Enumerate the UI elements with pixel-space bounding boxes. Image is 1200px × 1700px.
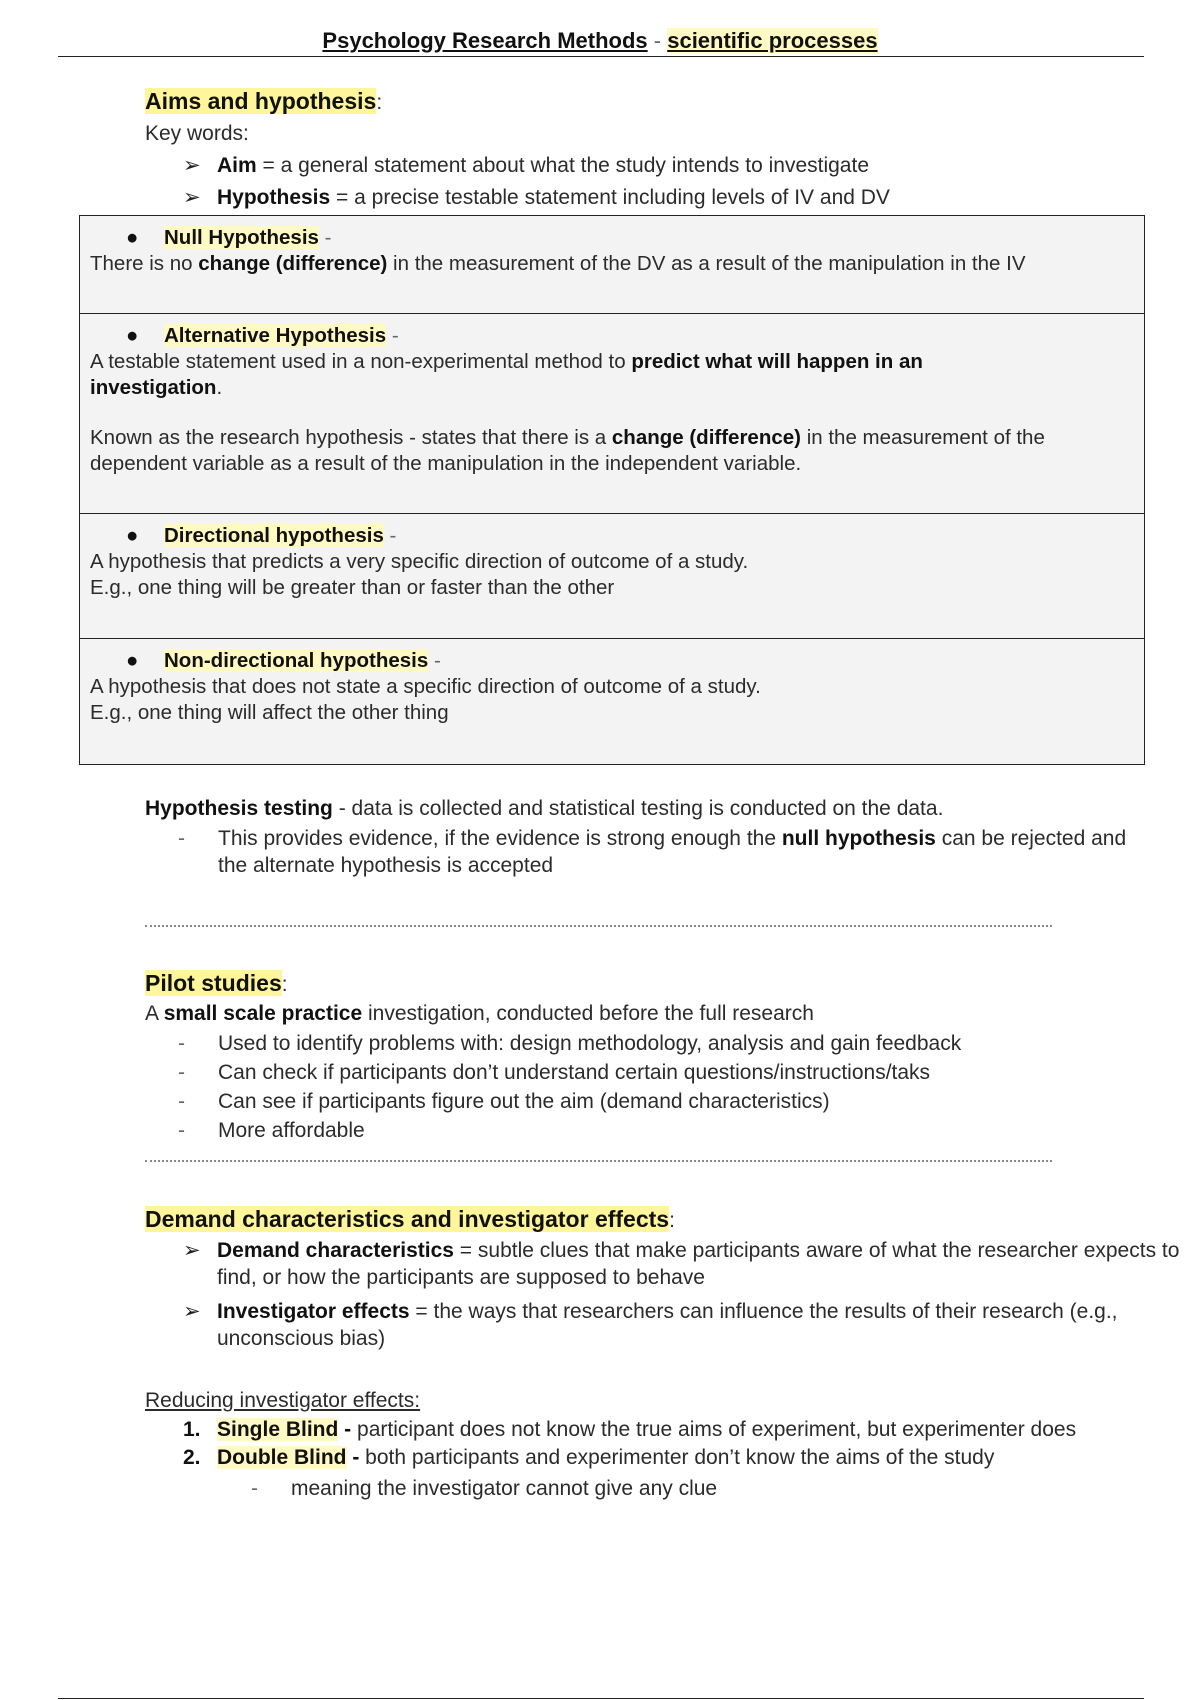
null-hypothesis-text: There is no change (difference) in the measurement of the DV as a result of the manipulation in the IV: [90, 251, 1026, 275]
pilot-heading: Pilot studies: [145, 970, 282, 996]
non-directional-hypothesis-cell: [80, 639, 1145, 765]
null-hypothesis-cell: [80, 216, 1145, 314]
key-words-label: Key words:: [145, 122, 249, 145]
sub-list-item: - meaning the investigator cannot give any clue: [291, 1476, 1091, 1502]
table-row: [80, 639, 1145, 765]
footer-divider: [58, 1698, 1144, 1699]
section-divider: [145, 1160, 1052, 1162]
list-item: - More affordable: [218, 1116, 1138, 1145]
page-title-main: Psychology Research Methods: [322, 28, 648, 53]
non-directional-hypothesis-text: A hypothesis that does not state a specific direction of outcome of a study.: [90, 674, 761, 698]
list-item: - Used to identify problems with: design methodology, analysis and gain feedback: [218, 1029, 1138, 1058]
directional-hypothesis-text: A hypothesis that predicts a very specific direction of outcome of a study.: [90, 549, 749, 573]
arrow-bullet-icon: ➢: [183, 154, 201, 177]
dash-bullet-icon: -: [178, 827, 185, 850]
bullet-icon: ●: [126, 649, 139, 672]
term-aim: Aim: [217, 154, 257, 177]
aims-list-item: [183, 153, 1143, 179]
pilot-intro: A small scale practice investigation, conducted before the full research: [145, 1002, 814, 1025]
list-item: - Can check if participants don’t understand certain questions/instructions/taks: [218, 1058, 1138, 1087]
header-divider: [58, 56, 1144, 57]
directional-hypothesis-title: ● Directional hypothesis -: [126, 524, 397, 547]
section-divider: [145, 925, 1052, 927]
aim-definition: = a general statement about what the study intends to investigate: [256, 154, 869, 177]
dash-bullet-icon: -: [251, 1477, 258, 1500]
table-row: [80, 514, 1145, 639]
table-row: [80, 216, 1145, 314]
alternative-hypothesis-cell: [80, 314, 1145, 514]
reducing-label: Reducing investigator effects:: [145, 1389, 421, 1412]
demand-list-item: ➢ Investigator effects = the ways that researchers can influence the results of their research (e.g., unconscious bias): [183, 1300, 1118, 1350]
aims-heading: Aims and hypothesis: [145, 88, 377, 114]
pilot-list: [178, 1029, 1138, 1145]
hypothesis-types-table: [79, 215, 1145, 765]
list-item: - Can see if participants figure out the aim (demand characteristics): [218, 1087, 1138, 1116]
table-row: [80, 314, 1145, 514]
hypothesis-testing-paragraph: Hypothesis testing - data is collected and statistical testing is conducted on the data.: [145, 797, 944, 820]
non-directional-hypothesis-example: E.g., one thing will affect the other thing: [90, 700, 449, 724]
term-hypothesis-testing: Hypothesis testing: [145, 797, 333, 820]
arrow-bullet-icon: ➢: [183, 1239, 201, 1262]
bullet-icon: ●: [126, 226, 139, 249]
arrow-bullet-icon: ➢: [183, 186, 201, 209]
directional-hypothesis-cell: [80, 514, 1145, 639]
term-hypothesis: Hypothesis: [217, 186, 331, 209]
page-subtitle: scientific processes: [667, 28, 878, 53]
non-directional-hypothesis-title: ● Non-directional hypothesis -: [126, 649, 441, 672]
dash-bullet-icon: -: [178, 1061, 185, 1084]
pilot-section-heading: Pilot studies:: [145, 970, 288, 996]
numbered-item: 2. Double Blind - both participants and experimenter don’t know the aims of the study: [183, 1446, 995, 1469]
demand-list-item: ➢ Demand characteristics = subtle clues that make participants aware of what the researcher expects to find, or how the participants are supposed to behave: [183, 1239, 1180, 1289]
hypothesis-definition: = a precise testable statement including levels of IV and DV: [330, 186, 890, 209]
aims-section-heading: [145, 87, 382, 116]
alternative-hypothesis-research-text: Known as the research hypothesis - states that there is a change (difference) in the measurement of the dependent variable as a result of the manipulation in the independent variable.: [90, 426, 1045, 476]
null-hypothesis-title: ● Null Hypothesis -: [126, 226, 332, 249]
hypothesis-testing-bullet: - This provides evidence, if the evidence is strong enough the null hypothesis can be rejected and the alternate hypothesis is accepted: [178, 827, 1127, 878]
aims-heading-colon: :: [376, 91, 383, 114]
arrow-bullet-icon: ➢: [183, 1300, 201, 1323]
demand-section-heading: Demand characteristics and investigator effects:: [145, 1206, 675, 1232]
dash-bullet-icon: -: [178, 1119, 185, 1142]
dash-bullet-icon: -: [178, 1090, 185, 1113]
aims-list-item: [183, 185, 1143, 211]
directional-hypothesis-example: E.g., one thing will be greater than or faster than the other: [90, 575, 615, 599]
numbered-item: 1. Single Blind - participant does not know the true aims of experiment, but experimenter does: [183, 1418, 1077, 1441]
page-title-separator: -: [653, 28, 662, 53]
page-title: [0, 27, 1200, 55]
bullet-icon: ●: [126, 324, 139, 347]
dash-bullet-icon: -: [178, 1032, 185, 1055]
demand-heading: Demand characteristics and investigator effects: [145, 1206, 670, 1232]
alternative-hypothesis-title: ● Alternative Hypothesis -: [126, 324, 399, 347]
bullet-icon: ●: [126, 524, 139, 547]
alternative-hypothesis-text: A testable statement used in a non-experimental method to predict what will happen in an investigation.: [90, 349, 923, 399]
